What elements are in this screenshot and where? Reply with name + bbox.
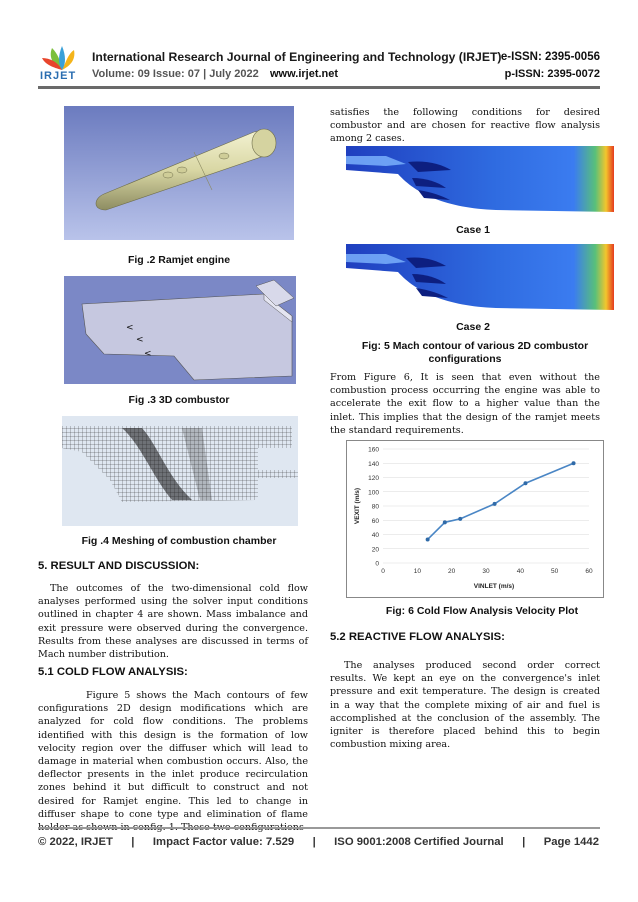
y-tick-label: 20 [371, 546, 379, 554]
data-point [458, 517, 462, 521]
fig6-caption: Fig: 6 Cold Flow Analysis Velocity Plot [385, 605, 579, 617]
x-tick-label: 10 [413, 568, 421, 575]
y-tick-label: 100 [368, 489, 379, 497]
case1-mach-contour [346, 146, 614, 216]
x-tick-label: 30 [482, 568, 490, 575]
x-axis-label: VINLET (m/s) [473, 583, 515, 590]
velocity-plot-svg [347, 441, 603, 597]
p-issn: p-ISSN: 2395-0072 [504, 68, 600, 80]
fig3-caption: Fig .3 3D combustor [128, 394, 230, 406]
e-issn: e-ISSN: 2395-0056 [500, 51, 600, 63]
data-point [523, 481, 527, 485]
journal-title: International Research Journal of Engineering and Technology (IRJET) [92, 50, 502, 64]
header-rule [38, 86, 600, 89]
section51-heading: 5.1 COLD FLOW ANALYSIS: [38, 666, 188, 678]
case2-label: Case 2 [456, 321, 490, 333]
footer-bar [38, 836, 599, 848]
x-tick-label: 50 [551, 568, 559, 575]
y-tick-label: 60 [371, 517, 379, 525]
footer-page: Page 1442 [543, 836, 599, 848]
section5-paragraph: The outcomes of the two-dimensional cold flow analyses performed using the solver input conditions outlined in chapter 4 are shown. Mass imbalance and exit pressure were observed during the convergence. Results from these analyses are discussed in terms of Mach number distribution. [38, 583, 308, 661]
section5-heading: 5. RESULT AND DISCUSSION: [38, 560, 200, 572]
section52-heading: 5.2 REACTIVE FLOW ANALYSIS: [330, 631, 505, 643]
y-axis-label: VEXIT (m/s) [354, 487, 361, 525]
section52-paragraph: The analyses produced second order correct results. We kept an eye on the convergence's inlet pressure and exit temperature. The design is created in a way that the complete mixing of air and fuel is accomplished at the conclusion of the assembly. The igniter is therefore placed behind this to begin combustion mixing area. [330, 660, 600, 751]
y-tick-label: 120 [368, 475, 379, 482]
case2-mach-contour [346, 244, 614, 314]
fig6-velocity-chart [346, 440, 604, 598]
fig2-ramjet-image [64, 106, 294, 240]
x-tick-label: 0 [381, 568, 385, 575]
y-tick-label: 160 [368, 446, 379, 454]
volume-info: Volume: 09 Issue: 07 | July 2022 [92, 68, 259, 80]
y-tick-label: 80 [371, 503, 379, 511]
x-tick-label: 60 [585, 568, 593, 575]
data-point [572, 461, 576, 465]
footer-impact: Impact Factor value: 7.529 [152, 836, 295, 848]
case1-label: Case 1 [456, 224, 490, 236]
footer-separator: | [522, 836, 526, 848]
fig4-caption: Fig .4 Meshing of combustion chamber [81, 535, 277, 547]
fig5-caption-line1: Fig: 5 Mach contour of various 2D combustor [361, 340, 589, 352]
fig4-mesh-image [62, 416, 298, 526]
footer-rule [38, 827, 600, 829]
data-point [426, 537, 430, 541]
irjet-logo [38, 44, 86, 84]
fig6-paragraph: From Figure 6, It is seen that even without the combustion process occurring the engine was able to accelerate the exit flow to a higher value than the inlet. This implies that the design of the ramjet meets the standard requirements. [330, 372, 600, 436]
svg-text:<: < [136, 335, 144, 345]
data-point [493, 502, 497, 506]
fig5-caption-line2: configurations [428, 353, 502, 365]
fig3-combustor-image [64, 276, 296, 384]
logo-text: IRJET [40, 70, 77, 82]
y-tick-label: 0 [375, 560, 379, 568]
right-intro-paragraph: satisfies the following conditions for desired combustor and are chosen for reactive flow analysis among 2 cases. [330, 107, 600, 145]
x-tick-label: 20 [448, 568, 456, 575]
svg-text:<: < [126, 323, 134, 333]
svg-text:<: < [144, 349, 152, 359]
footer-iso: ISO 9001:2008 Certified Journal [334, 836, 504, 848]
footer-separator: | [312, 836, 316, 848]
section51-paragraph: Figure 5 shows the Mach contours of few configurations 2D design modifications which are analyzed for cold flow conditions. The problems identified with this design is the formation of low velocity region over the diffuser which will lead to damage in material when combustion occurs. Also, the deflector presents in the inlet produce recirculation zones behind it but difficult to construct and not desired for Ramjet engine. This led to change in diffuser shape to cone type and elimination of flame [38, 690, 308, 820]
x-tick-label: 40 [516, 568, 524, 575]
data-point [443, 520, 447, 524]
footer-copyright: © 2022, IRJET [38, 836, 113, 848]
journal-website[interactable]: www.irjet.net [270, 68, 339, 80]
fig2-caption: Fig .2 Ramjet engine [127, 254, 231, 266]
series-line [428, 463, 574, 539]
y-tick-label: 140 [368, 460, 379, 468]
footer-separator: | [131, 836, 135, 848]
y-tick-label: 40 [371, 532, 379, 539]
